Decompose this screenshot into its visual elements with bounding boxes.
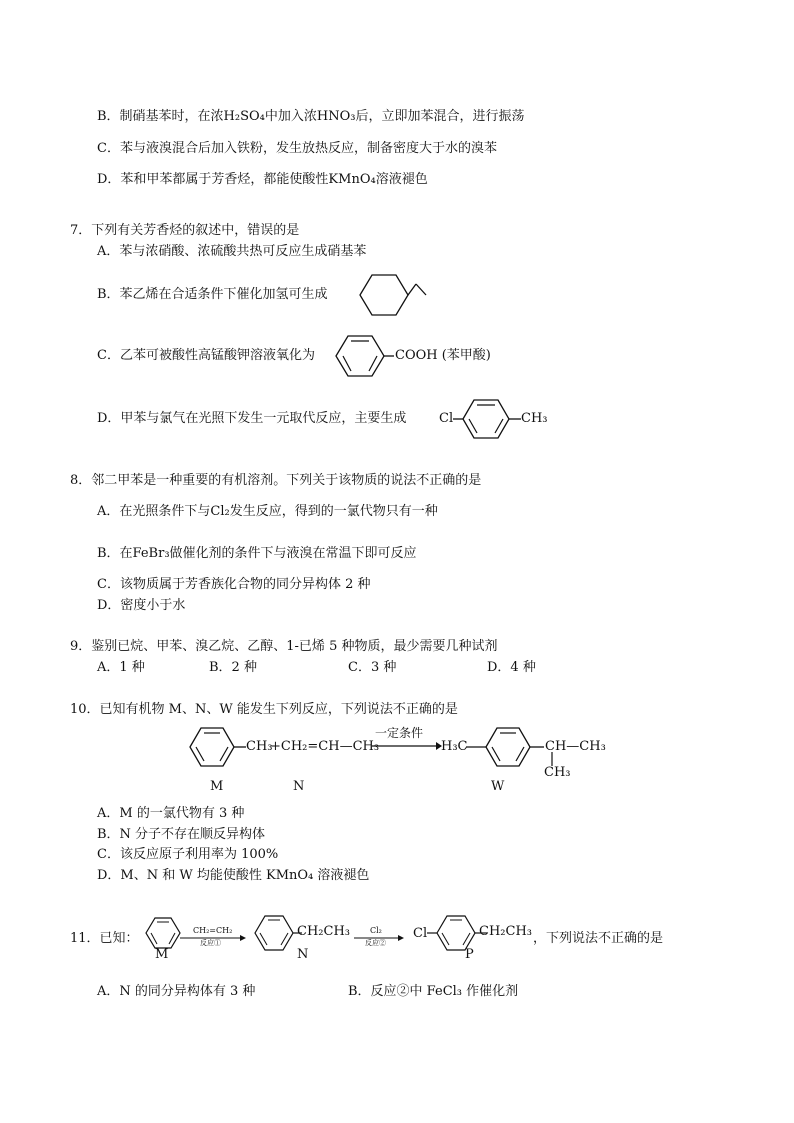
q11-stem-tail: ，下列说法不正确的是 xyxy=(533,931,664,946)
q9-stem: 9．鉴别已烷、甲苯、溴乙烷、乙醇、1-已烯 5 种物质，最少需要几种试剂 xyxy=(70,639,498,654)
ethylbenzene-ring xyxy=(252,913,302,953)
q11-arrow1-bottom: 反应① xyxy=(200,939,221,947)
q10-option-a: A．M 的一氯代物有 3 种 xyxy=(97,806,245,821)
chlorotoluene-ring xyxy=(453,396,523,442)
q10-condition: 一定条件 xyxy=(375,726,424,740)
q10-label-n: N xyxy=(293,779,305,794)
q9-option-d: D．4 种 xyxy=(487,660,536,675)
q10-option-c: C．该反应原子利用率为 100% xyxy=(97,847,279,862)
cymene-ring xyxy=(466,725,546,769)
q10-option-b: B．N 分子不存在顺反异构体 xyxy=(97,827,266,842)
q11-arrow2-top: Cl₂ xyxy=(370,926,382,935)
benzene-ring-icon xyxy=(332,332,394,380)
q7-option-c: C．乙苯可被酸性高锰酸钾溶液氧化为 xyxy=(97,348,315,363)
q11-p-tail: CH₂CH₃ xyxy=(479,924,532,939)
q11-arrow2-bottom: 反应② xyxy=(365,939,386,947)
q10-stem: 10．已知有机物 M、N、W 能发生下列反应，下列说法不正确的是 xyxy=(70,702,458,717)
ethylcyclohexane-structure xyxy=(348,270,428,320)
q7-option-b: B．苯乙烯在合适条件下催化加氢可生成 xyxy=(97,287,328,302)
q11-arrow1-top: CH₂=CH₂ xyxy=(193,926,233,935)
q9-option-a: A．1 种 xyxy=(97,660,145,675)
q10-label-m: M xyxy=(210,779,224,794)
q8-option-d: D．密度小于水 xyxy=(97,598,186,613)
q11-option-a: A．N 的同分异构体有 3 种 xyxy=(97,984,256,999)
q11-p-cl: Cl xyxy=(413,926,428,941)
q10-label-w: W xyxy=(491,779,505,794)
q6-option-c: C．苯与液溴混合后加入铁粉，发生放热反应，制备密度大于水的溴苯 xyxy=(97,141,497,156)
q10-propene: +CH₂=CH—CH₃ xyxy=(270,739,380,754)
q11-option-b: B．反应②中 FeCl₃ 作催化剂 xyxy=(348,984,519,999)
q9-option-c: C．3 种 xyxy=(348,660,397,675)
q10-w-h3c: H₃C xyxy=(441,739,468,754)
q8-stem: 8．邻二甲苯是一种重要的有机溶剂。下列关于该物质的说法不正确的是 xyxy=(70,473,482,488)
toluene-ring xyxy=(186,725,246,769)
q7-option-a: A．苯与浓硝酸、浓硫酸共热可反应生成硝基苯 xyxy=(97,244,367,259)
q7-stem: 7．下列有关芳香烃的叙述中，错误的是 xyxy=(70,223,300,238)
q8-option-b: B．在FeBr₃做催化剂的条件下与液溴在常温下即可反应 xyxy=(97,546,417,561)
q8-option-c: C．该物质属于芳香族化合物的同分异构体 2 种 xyxy=(97,577,371,592)
q11-label-n: N xyxy=(297,947,309,962)
q10-m-ch3: CH₃ xyxy=(246,739,273,754)
q11-stem: 11．已知： xyxy=(70,931,139,946)
q9-option-b: B．2 种 xyxy=(209,660,257,675)
q6-option-d: D．苯和甲苯都属于芳香烃，都能使酸性KMnO₄溶液褪色 xyxy=(97,172,428,187)
q11-label-p: P xyxy=(465,947,474,962)
q7-c-cooh: COOH (苯甲酸) xyxy=(395,348,491,363)
q6-option-b: B．制硝基苯时，在浓H₂SO₄中加入浓HNO₃后，立即加苯混合，进行振荡 xyxy=(97,109,525,124)
q11-label-m: M xyxy=(155,947,169,962)
q10-w-tail: CH—CH₃ xyxy=(545,739,606,754)
q10-option-d: D．M、N 和 W 均能使酸性 KMnO₄ 溶液褪色 xyxy=(97,868,370,883)
q7-d-cl: Cl xyxy=(439,411,454,426)
q10-w-branch-ch3: CH₃ xyxy=(544,765,571,780)
reaction-arrow-icon xyxy=(372,741,442,751)
q7-option-d: D．甲苯与氯气在光照下发生一元取代反应，主要生成 xyxy=(97,411,407,426)
q8-option-a: A．在光照条件下与Cl₂发生反应，得到的一氯代物只有一种 xyxy=(97,504,438,519)
q7-d-ch3: CH₃ xyxy=(521,411,548,426)
q11-n-tail: CH₂CH₃ xyxy=(297,924,350,939)
